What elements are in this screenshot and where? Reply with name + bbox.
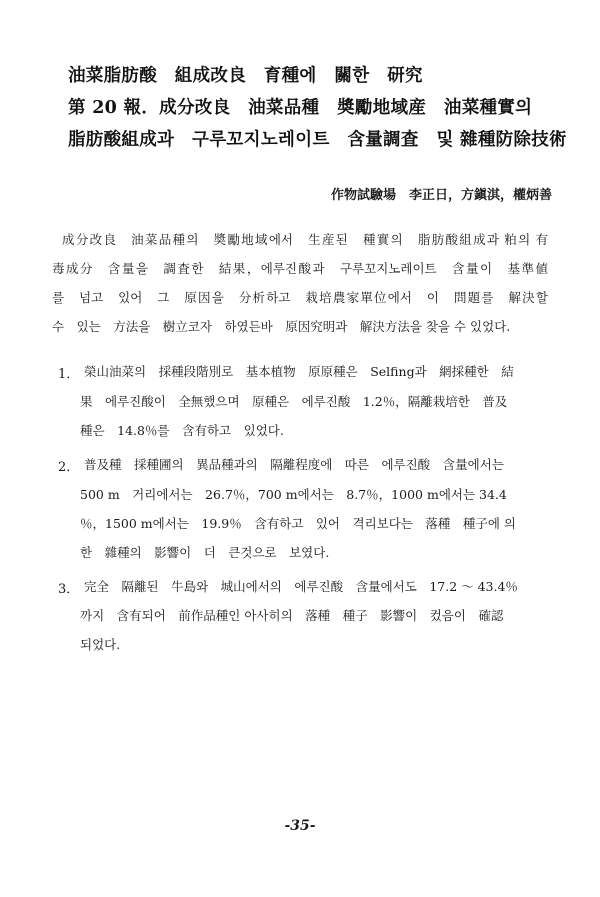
title-line-3: 脂肪酸組成과 구루꼬지노레이트 含量調査 및 雜種防除技術: [68, 130, 567, 150]
finding-line: 한 雜種의 影響이 더 큰것으로 보였다.: [80, 545, 330, 560]
finding-line: 500 m 거리에서는 26.7％，700 m에서는 8.7％，1000 m에서는 34.4: [80, 487, 507, 502]
abstract-line: 毒成分 含量을 調査한 結果，에루진酸과 구루꼬지노레이트 含量이 基準値: [52, 261, 548, 276]
finding-line: ％，1500 m에서는 19.9％ 含有하고 있어 격리보다는 落種 種子에 의: [80, 516, 516, 531]
finding-line: 되었다.: [80, 637, 121, 652]
finding-line: 完全 隔離된 牛島와 城山에서의 에루진酸 含量에서도 17.2 ～ 43.4％: [84, 579, 518, 594]
finding-line: 榮山油菜의 採種段階別로 基本植物 原原種은 Selfing과 網採種한 結: [84, 364, 514, 379]
finding-number: 3．: [58, 582, 80, 597]
title-line-2: 第 20 報．成分改良 油菜品種 奬勵地域産 油菜種實의: [68, 98, 533, 118]
abstract-line: 를 넘고 있어 그 原因을 分析하고 栽培農家單位에서 이 問題를 解決할: [52, 290, 548, 305]
page-number: -35-: [284, 818, 316, 834]
finding-line: 種은 14.8％를 含有하고 있었다.: [80, 423, 284, 438]
finding-number: 2．: [58, 460, 80, 475]
title-line-1: 油菜脂肪酸 組成改良 育種에 關한 研究: [68, 66, 423, 86]
finding-line: 普及種 採種圃의 異品種과의 隔離程度에 따른 에루진酸 含量에서는: [84, 457, 504, 472]
abstract-line: 成分改良 油菜品種의 奬勵地域에서 生産된 種實의 脂肪酸組成과 粕의 有: [62, 232, 548, 247]
finding-line: 果 에루진酸이 全無했으며 原種은 에루진酸 1.2％，隔離栽培한 普及: [80, 394, 508, 409]
author-affiliation: 作物試驗場 李正日，方鎭淇，權炳善: [330, 188, 552, 203]
abstract-line: 수 있는 方法을 樹立코자 하였든바 原因究明과 解決方法을 찾을 수 있었다.: [52, 319, 511, 334]
finding-line: 까지 含有되어 前作品種인 아사히의 落種 種子 影響이 컸음이 確認: [80, 608, 504, 623]
finding-number: 1．: [58, 367, 80, 382]
